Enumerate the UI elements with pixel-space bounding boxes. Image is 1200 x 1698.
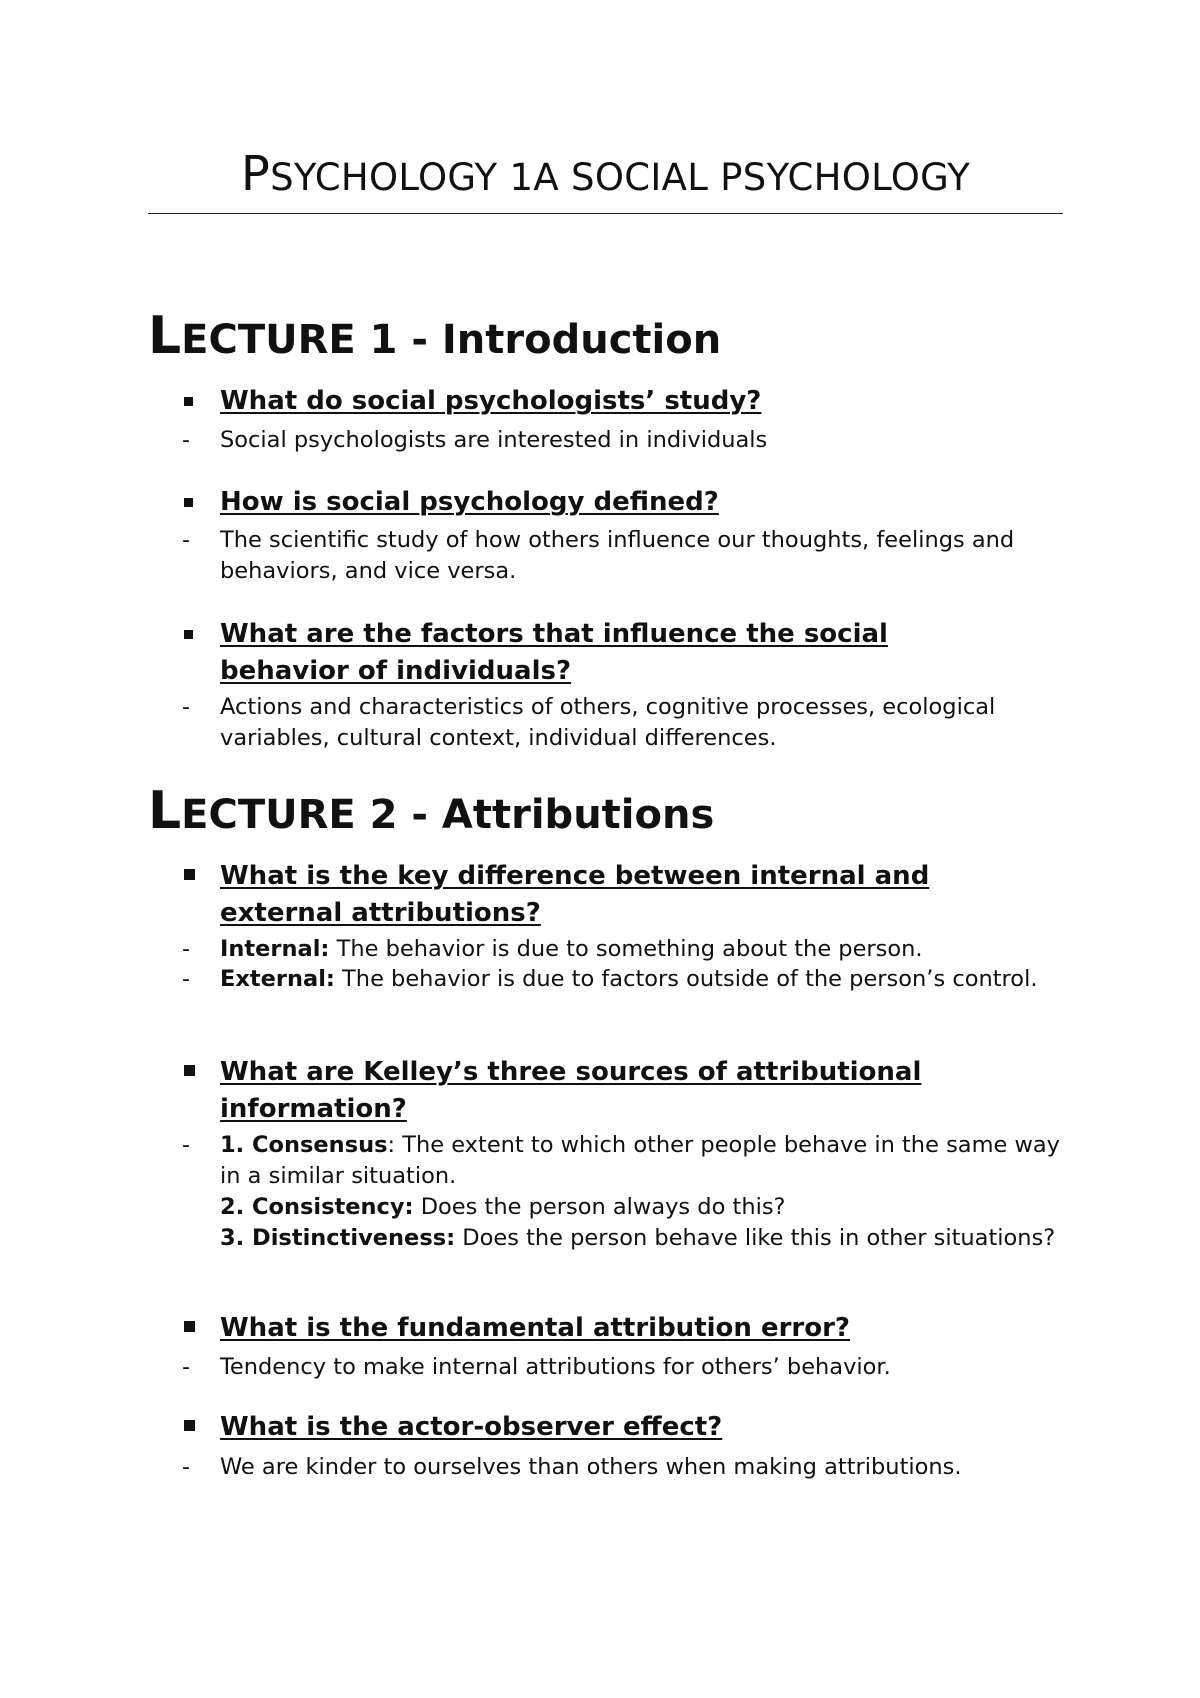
consensus-label: 1. Consensus <box>220 1132 388 1158</box>
square-bullet-icon <box>184 1065 195 1076</box>
distinctiveness-text: Does the person behave like this in other situations? <box>455 1225 1056 1251</box>
lecture-1-question-1: What do social psychologists’ study? <box>220 386 762 416</box>
title-divider <box>148 213 1063 214</box>
lecture-2-answer-1-external <box>220 964 1065 995</box>
lecture-2-answer-3: Tendency to make internal attributions for others’ behavior. <box>220 1354 891 1380</box>
lecture-2-answer-4: We are kinder to ourselves than others when making attributions. <box>220 1454 962 1480</box>
square-bullet-icon <box>184 1321 195 1332</box>
dash-marker: - <box>182 695 190 720</box>
lecture-1-question-2: How is social psychology defined? <box>220 487 719 517</box>
square-bullet-icon <box>184 498 193 507</box>
lecture-1-question-3: What are the factors that influence the social behavior of individuals? <box>220 619 888 686</box>
square-bullet-icon <box>184 397 193 406</box>
consensus-item <box>220 1130 1065 1192</box>
document-title-text: SYCHOLOGY 1A SOCIAL PSYCHOLOGY <box>270 156 971 199</box>
dash-marker: - <box>182 428 190 453</box>
lecture-1-heading-text: ECTURE 1 - Introduction <box>181 317 722 363</box>
consistency-text: Does the person always do this? <box>413 1194 786 1220</box>
lecture-2-answer-1-internal <box>220 934 1065 965</box>
internal-text: The behavior is due to something about the person. <box>329 936 923 962</box>
consistency-item <box>220 1192 1065 1223</box>
lecture-2-question-2: What are Kelley’s three sources of attributional information? <box>220 1057 922 1124</box>
document-title <box>148 146 1063 202</box>
lecture-1-heading-initial: L <box>148 306 182 366</box>
distinctiveness-label: 3. Distinctiveness: <box>220 1225 456 1251</box>
square-bullet-icon <box>184 869 195 880</box>
lecture-1-answer-1: Social psychologists are interested in individuals <box>220 427 768 453</box>
lecture-2-question-1: What is the key difference between internal and external attributions? <box>220 861 930 928</box>
consensus-text: : The extent to which other people behave in the same way in a similar situation. <box>220 1132 1060 1189</box>
lecture-1-answer-2: The scientific study of how others influence our thoughts, feelings and behaviors, and vice versa. <box>220 527 1015 584</box>
document-title-initial: P <box>240 146 271 202</box>
square-bullet-icon <box>184 1420 195 1431</box>
lecture-1-answer-3: Actions and characteristics of others, cognitive processes, ecological variables, cultural context, individual differences. <box>220 694 996 751</box>
distinctiveness-item <box>220 1223 1065 1254</box>
dash-marker: - <box>182 967 190 992</box>
lecture-2-question-4: What is the actor-observer effect? <box>220 1412 723 1442</box>
lecture-2-heading-text: ECTURE 2 - Attributions <box>181 792 715 838</box>
dash-marker: - <box>182 1133 190 1158</box>
lecture-2-heading-initial: L <box>148 781 182 841</box>
lecture-2-question-3: What is the fundamental attribution error? <box>220 1313 851 1343</box>
lecture-2-heading <box>148 781 715 841</box>
dash-marker: - <box>182 937 190 962</box>
dash-marker: - <box>182 1455 190 1480</box>
lecture-2-answer-2 <box>220 1130 1065 1254</box>
internal-label: Internal: <box>220 936 330 962</box>
lecture-1-heading <box>148 306 722 366</box>
consistency-label: 2. Consistency: <box>220 1194 414 1220</box>
external-text: The behavior is due to factors outside of the person’s control. <box>334 966 1038 992</box>
dash-marker: - <box>182 1355 190 1380</box>
external-label: External: <box>220 966 335 992</box>
dash-marker: - <box>182 528 190 553</box>
square-bullet-icon <box>184 630 193 639</box>
